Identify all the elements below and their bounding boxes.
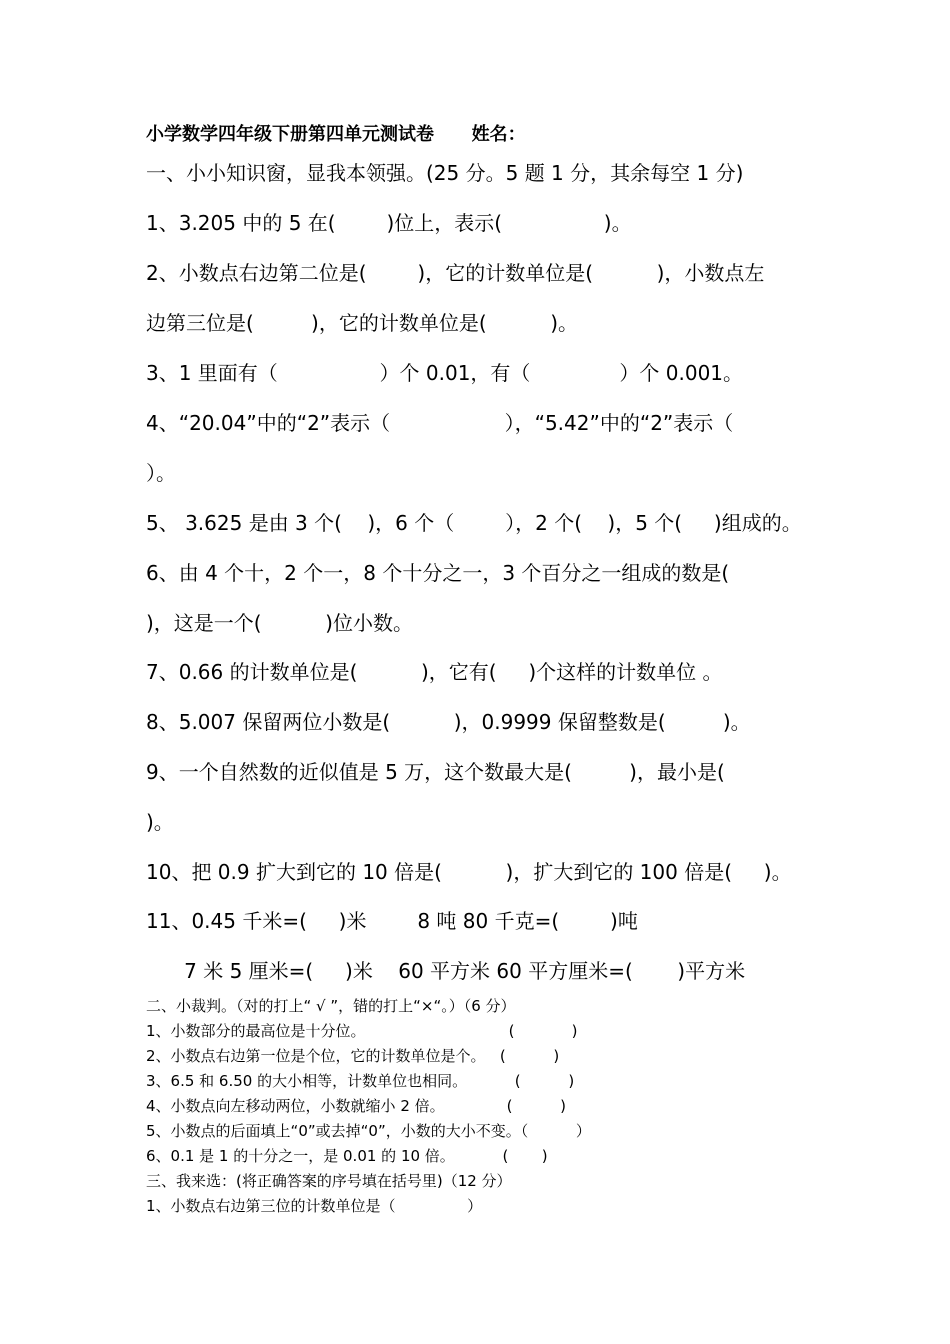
question-line: ）。 [146, 461, 176, 485]
section1-heading: 一、小小知识窗，显我本领强。(25 分。5 题 1 分，其余每空 1 分) [146, 161, 744, 185]
question-line: 7、0.66 的计数单位是( )，它有( )个这样的计数单位 。 [146, 660, 723, 684]
section3-heading: 三、我来选：(将正确答案的序号填在括号里)（12 分） [146, 1172, 512, 1190]
judge-item: 6、0.1 是 1 的十分之一，是 0.01 的 10 倍。 ( ) [146, 1147, 548, 1165]
judge-item: 5、小数点的后面填上“0”或去掉“0”，小数的大小不变。（ ） [146, 1122, 591, 1140]
question-line: 8、5.007 保留两位小数是( )，0.9999 保留整数是( )。 [146, 710, 751, 734]
section2-heading: 二、小裁判。（对的打上“ √ ”，错的打上“×“。）（6 分） [146, 997, 516, 1015]
judge-item: 4、小数点向左移动两位，小数就缩小 2 倍。 ( ) [146, 1097, 566, 1115]
question-line: )，这是一个( )位小数。 [146, 611, 413, 635]
question-line: 边第三位是( )，它的计数单位是( )。 [146, 311, 579, 335]
choice-item: 1、小数点右边第三位的计数单位是（ ） [146, 1197, 483, 1215]
question-line: 10、把 0.9 扩大到它的 10 倍是( )，扩大到它的 100 倍是( )。 [146, 860, 792, 884]
question-line: 6、由 4 个十，2 个一，8 个十分之一，3 个百分之一组成的数是( [146, 561, 730, 585]
judge-item: 2、小数点右边第一位是个位，它的计数单位是个。 ( ) [146, 1047, 560, 1065]
question-line: 1、3.205 中的 5 在( )位上，表示( )。 [146, 211, 632, 235]
question-line: )。 [146, 810, 174, 834]
question-line: 11、0.45 千米=( )米 8 吨 80 千克=( )吨 [146, 909, 638, 933]
page-title: 小学数学四年级下册第四单元测试卷 姓名： [146, 124, 526, 145]
question-line: 4、“20.04”中的“2”表示（ ），“5.42”中的“2”表示（ [146, 411, 734, 435]
question-line: 3、1 里面有（ ）个 0.01，有（ ）个 0.001。 [146, 361, 744, 385]
question-line: 7 米 5 厘米=( )米 60 平方米 60 平方厘米=( )平方米 [146, 959, 746, 983]
question-line: 5、 3.625 是由 3 个( )，6 个（ ），2 个( )，5 个( )组成的。 [146, 511, 802, 535]
question-line: 2、小数点右边第二位是( )，它的计数单位是( )，小数点左 [146, 261, 765, 285]
question-line: 9、一个自然数的近似值是 5 万，这个数最大是( )，最小是( [146, 760, 725, 784]
judge-item: 3、6.5 和 6.50 的大小相等，计数单位也相同。 ( ) [146, 1072, 575, 1090]
judge-item: 1、小数部分的最高位是十分位。 ( ) [146, 1022, 578, 1040]
